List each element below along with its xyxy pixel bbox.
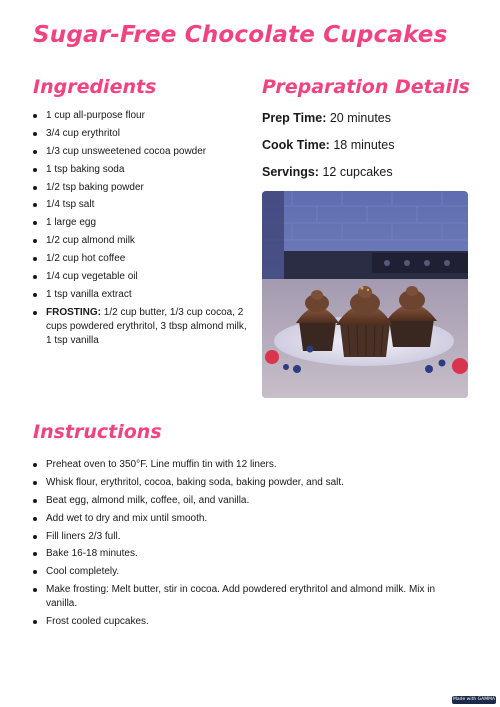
instructions-list	[33, 458, 453, 633]
ingredient-item-frosting: FROSTING: 1/2 cup butter, 1/3 cup cocoa, 2 cups powdered erythritol, 3 tbsp almond milk, 1 tsp vanilla	[33, 306, 248, 348]
ingredients-heading: Ingredients	[33, 76, 157, 98]
ingredient-item: 1 large egg	[33, 216, 248, 230]
instructions-heading: Instructions	[33, 421, 162, 443]
made-with-badge[interactable]: Made with GAMMA	[452, 697, 496, 702]
instruction-step: Bake 16-18 minutes.	[33, 547, 453, 561]
instruction-step: Fill liners 2/3 full.	[33, 530, 453, 544]
ingredient-item: 1/3 cup unsweetened cocoa powder	[33, 145, 248, 159]
preparation-heading: Preparation Details	[262, 76, 470, 98]
ingredient-item: 1 tsp baking soda	[33, 163, 248, 177]
ingredient-item: 1/2 cup hot coffee	[33, 252, 248, 266]
servings: Servings: 12 cupcakes	[262, 165, 393, 179]
instruction-step: Whisk flour, erythritol, cocoa, baking soda, baking powder, and salt.	[33, 476, 453, 490]
prep-time: Prep Time: 20 minutes	[262, 111, 391, 125]
ingredient-item: 1 cup all-purpose flour	[33, 109, 248, 123]
ingredient-item: 1 tsp vanilla extract	[33, 288, 248, 302]
instruction-step: Add wet to dry and mix until smooth.	[33, 512, 453, 526]
ingredients-list	[33, 109, 248, 352]
instruction-step: Cool completely.	[33, 565, 453, 579]
ingredient-item: 1/4 cup vegetable oil	[33, 270, 248, 284]
frosting-label: FROSTING:	[46, 306, 101, 318]
page-title: Sugar-Free Chocolate Cupcakes	[33, 22, 448, 48]
instruction-step: Preheat oven to 350°F. Line muffin tin with 12 liners.	[33, 458, 453, 472]
cupcake-photo	[262, 191, 468, 398]
instruction-step: Frost cooled cupcakes.	[33, 615, 453, 629]
ingredient-item: 3/4 cup erythritol	[33, 127, 248, 141]
ingredient-item: 1/2 tsp baking powder	[33, 181, 248, 195]
ingredient-item: 1/2 cup almond milk	[33, 234, 248, 248]
instruction-step: Beat egg, almond milk, coffee, oil, and vanilla.	[33, 494, 453, 508]
cook-time: Cook Time: 18 minutes	[262, 138, 395, 152]
instruction-step: Make frosting: Melt butter, stir in cocoa. Add powdered erythritol and almond milk. Mix in vanilla.	[33, 583, 453, 611]
ingredient-item: 1/4 tsp salt	[33, 198, 248, 212]
